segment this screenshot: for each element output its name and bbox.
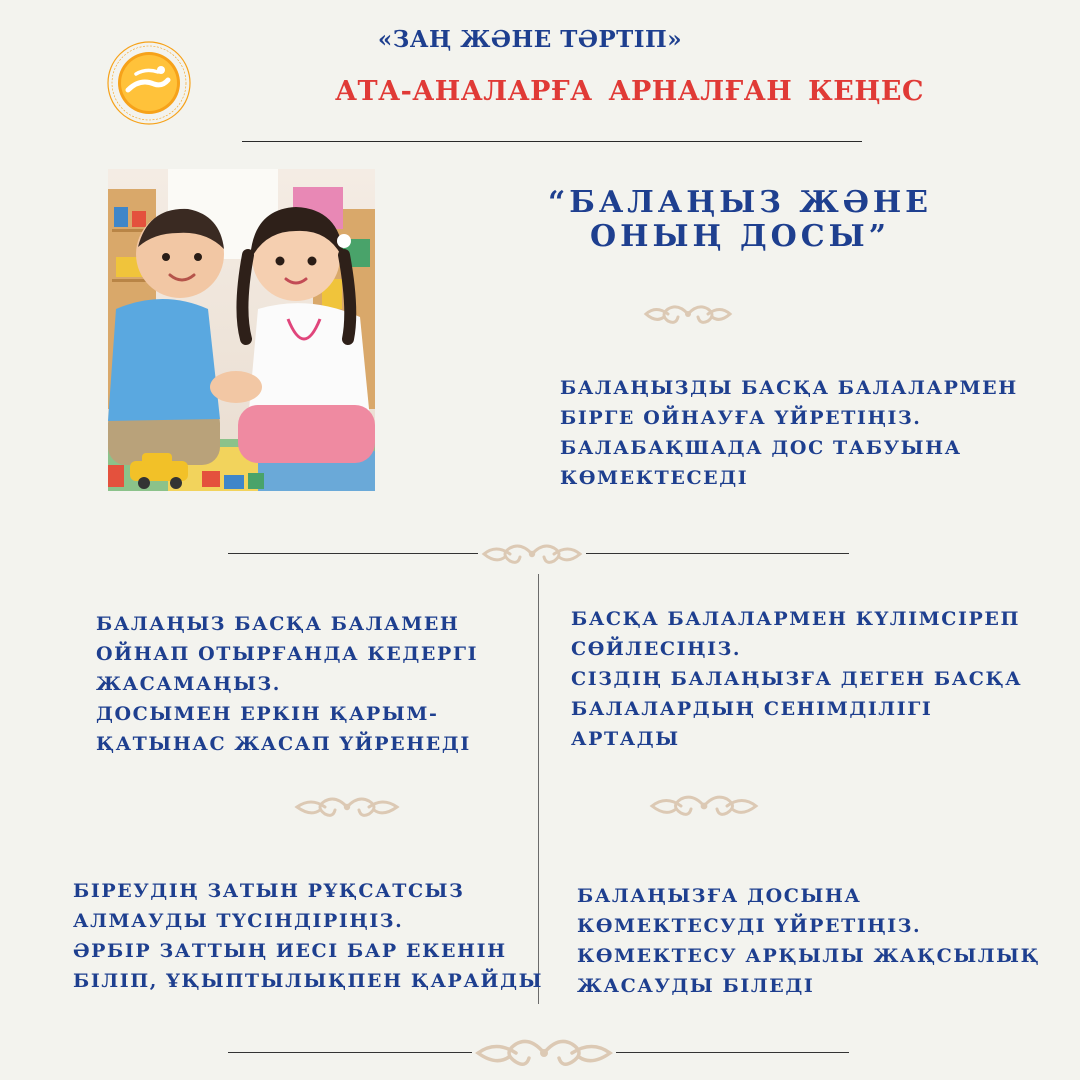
children-photo: [108, 169, 375, 491]
flourish-ornament-icon: [472, 1030, 616, 1076]
main-title-line-2: ОНЫҢ ДОСЫ”: [590, 219, 890, 254]
flourish-ornament-icon: [646, 787, 762, 825]
tip-dont-take-without-permission: БІРЕУДІҢ ЗАТЫН РҰҚСАТСЫЗ АЛМАУДЫ ТҮСІНДІРІҢІЗ. ӘРБІР ЗАТТЫҢ ИЕСІ БАР ЕКЕНІН БІЛІП, ҰҚЫПТЫЛЫҚПЕН ҚАРАЙДЫ: [73, 880, 543, 992]
main-title: [540, 186, 940, 254]
flourish-ornament-icon: [640, 297, 736, 331]
flourish-ornament-icon: [291, 789, 403, 825]
flourish-ornament-icon: [478, 536, 586, 572]
tip-teach-to-help: БАЛАҢЫЗҒА ДОСЫНА КӨМЕКТЕСУДІ ҮЙРЕТІҢІЗ. КӨМЕКТЕСУ АРҚЫЛЫ ЖАҚСЫЛЫҚ ЖАСАУДЫ БІЛЕДІ: [577, 885, 1041, 997]
tip-smile-and-talk: БАСҚА БАЛАЛАРМЕН КҮЛІМСІРЕП СӨЙЛЕСІҢІЗ. СІЗДІҢ БАЛАҢЫЗҒА ДЕГЕН БАСҚА БАЛАЛАРДЫҢ СЕНІМДІЛІГІ АРТАДЫ: [571, 608, 1023, 750]
main-title-line-1: “БАЛАҢЫЗ ЖӘНЕ: [547, 185, 933, 220]
header-title: «ЗАҢ ЖӘНЕ ТӘРТІП»: [377, 26, 683, 53]
header-subtitle: АТА-АНАЛАРҒА АРНАЛҒАН КЕҢЕС: [335, 76, 924, 107]
tip-dont-interrupt: БАЛАҢЫЗ БАСҚА БАЛАМЕН ОЙНАП ОТЫРҒАНДА КЕДЕРГІ ЖАСАМАҢЫЗ. ДОСЫМЕН ЕРКІН ҚАРЫМ- ҚАТЫНАС ЖАСАП ҮЙРЕНЕДІ: [96, 613, 479, 755]
tip-play-together: БАЛАҢЫЗДЫ БАСҚА БАЛАЛАРМЕН БІРГЕ ОЙНАУҒА ҮЙРЕТІҢІЗ. БАЛАБАҚШАДА ДОС ТАБУЫНА КӨМЕКТЕСЕДІ: [560, 377, 1018, 489]
header-divider: [242, 141, 862, 142]
